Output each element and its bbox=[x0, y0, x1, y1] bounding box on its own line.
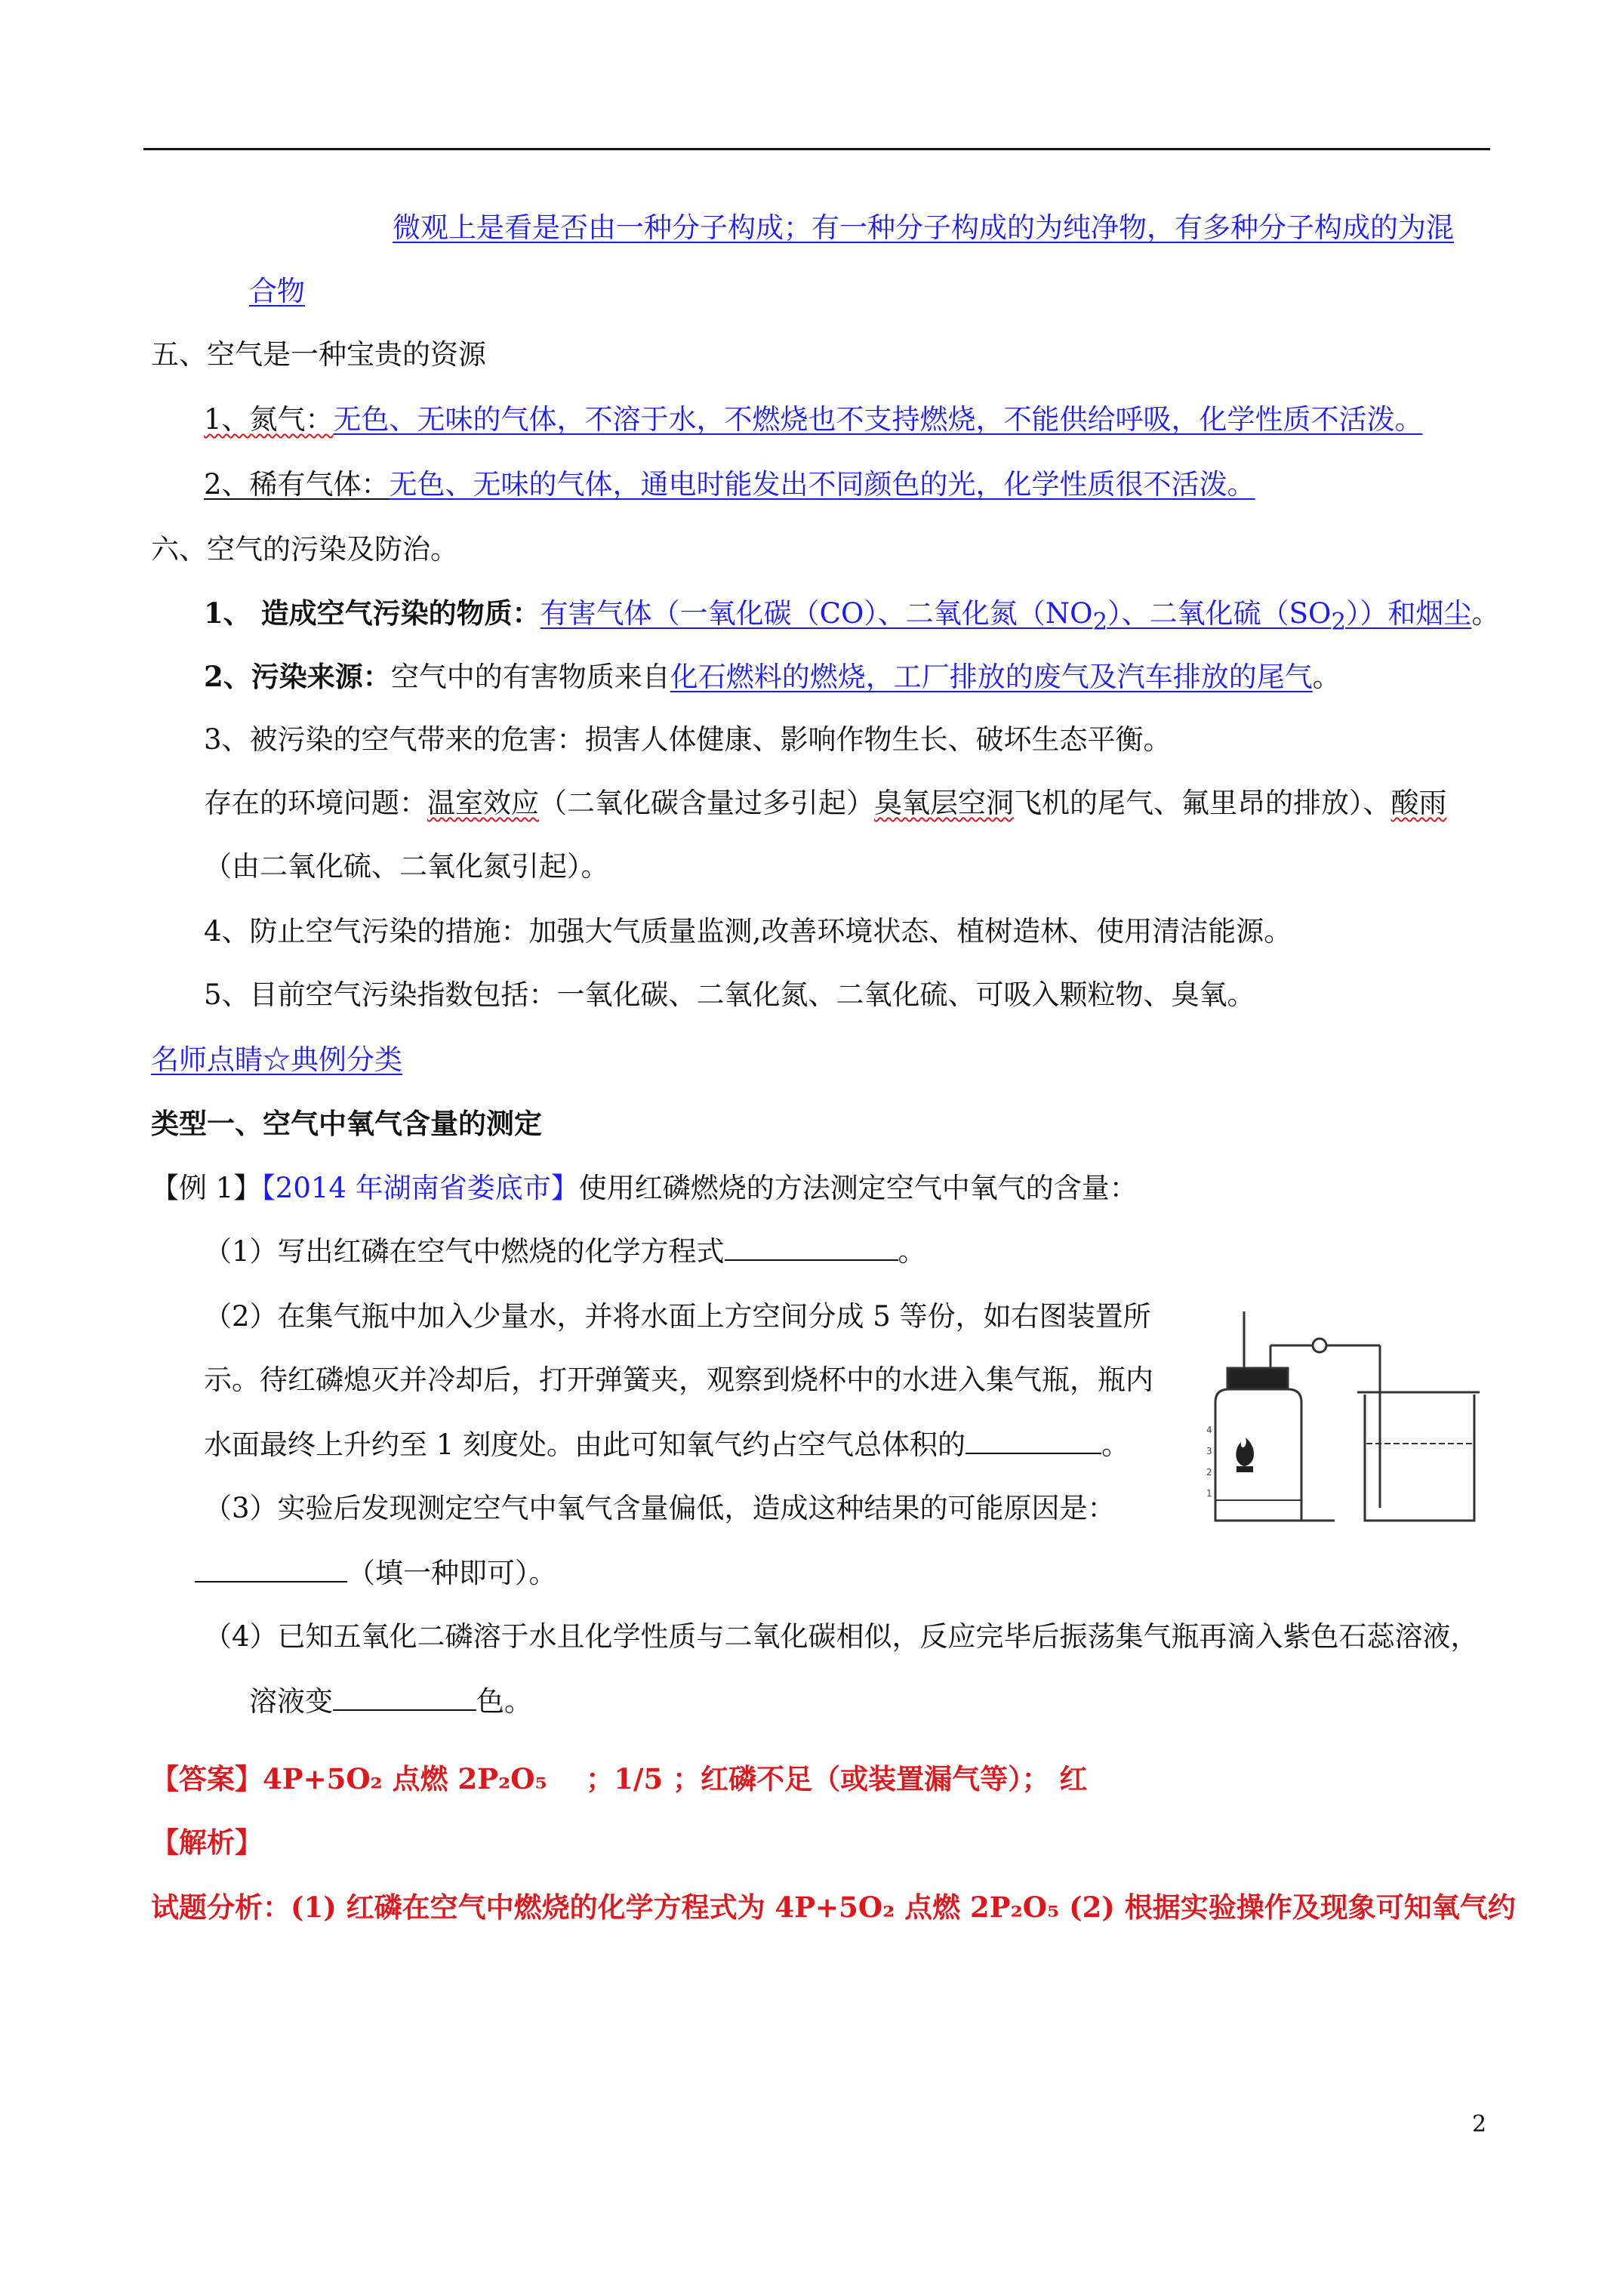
so2-subscript: 2 bbox=[1331, 608, 1346, 636]
pollutants-end: 。 bbox=[1471, 597, 1500, 630]
analysis-line-1: 试题分析：(1) 红磷在空气中燃烧的化学方程式为 4P+5O₂ 点燃 2P₂O₅ (2) 根据实验操作及现象可知氧气约 bbox=[151, 1891, 1516, 1924]
question-2-line-3 bbox=[204, 1428, 1129, 1462]
pollutants-text-b: ）、二氧化硫（SO bbox=[1107, 597, 1332, 630]
question-1-text: （1）写出红磷在空气中燃烧的化学方程式 bbox=[204, 1235, 725, 1268]
pollution-index-line: 5、目前空气污染指数包括：一氧化碳、二氧化氮、二氧化硫、可吸入颗粒物、臭氧。 bbox=[204, 978, 1255, 1011]
question-4-text: 溶液变 bbox=[249, 1685, 333, 1718]
scale-mark-4: 4 bbox=[1206, 1425, 1212, 1435]
gas-bottle-beaker-apparatus-icon bbox=[1199, 1308, 1486, 1527]
nitrogen-line bbox=[204, 403, 1423, 436]
ozone-cause: 飞机的尾气、氟里昂的排放）、 bbox=[1014, 787, 1391, 819]
acid-rain: 酸雨 bbox=[1390, 787, 1447, 819]
question-1-blank[interactable] bbox=[725, 1237, 898, 1261]
question-2-line-2: 示。待红磷熄灭并冷却后，打开弹簧夹，观察到烧杯中的水进入集气瓶，瓶内 bbox=[204, 1364, 1153, 1396]
pollutants-text-a: 有害气体（一氧化碳（CO）、二氧化氮（NO bbox=[540, 597, 1093, 630]
question-2-line-1: （2）在集气瓶中加入少量水，并将水面上方空间分成 5 等份，如右图装置所 bbox=[204, 1300, 1151, 1333]
answer-rest: ；1/5 ；红磷不足（或装置漏气等）； 红 bbox=[586, 1762, 1088, 1795]
pollutants-text bbox=[540, 597, 1472, 636]
scale-mark-1: 1 bbox=[1206, 1488, 1212, 1499]
example-1-label: 【例 1】 bbox=[151, 1172, 262, 1204]
analysis-label: 【解析】 bbox=[151, 1826, 263, 1859]
section-5-title: 五、空气是一种宝贵的资源 bbox=[151, 338, 486, 371]
pollutants-line bbox=[204, 596, 1499, 638]
question-4-line-1: （4）已知五氧化二磷溶于水且化学性质与二氧化碳相似，反应完毕后振荡集气瓶再滴入紫色石蕊溶液， bbox=[204, 1620, 1479, 1653]
ozone-hole: 臭氧层空洞 bbox=[874, 787, 1014, 819]
question-3-line-1: （3）实验后发现测定空气中氧气含量偏低，造成这种结果的可能原因是： bbox=[204, 1492, 1116, 1524]
prevention-line: 4、防止空气污染的措施：加强大气质量监测,改善环境状态、植树造林、使用清洁能源。 bbox=[204, 915, 1292, 948]
scale-mark-2: 2 bbox=[1206, 1467, 1212, 1478]
sources-end: 。 bbox=[1312, 661, 1341, 693]
spring-clamp bbox=[1313, 1339, 1326, 1352]
micro-line-1: 微观上是看是否由一种分子构成；有一种分子构成的为纯净物，有多种分子构成的为混 bbox=[393, 211, 1454, 244]
question-2-end: 。 bbox=[1101, 1428, 1130, 1461]
pollutants-text-c: ））和烟尘 bbox=[1345, 597, 1472, 630]
sources-line bbox=[204, 660, 1341, 694]
micro-line-2: 合物 bbox=[249, 275, 305, 307]
greenhouse-cause: （二氧化碳含量过多引起） bbox=[539, 787, 874, 819]
sources-text: 空气中的有害物质来自 bbox=[390, 661, 670, 693]
question-2-text: 水面最终上升约至 1 刻度处。由此可知氧气约占空气总体积的 bbox=[204, 1428, 966, 1461]
greenhouse-effect: 温室效应 bbox=[427, 787, 539, 819]
harm-line: 3、被污染的空气带来的危害：损害人体健康、影响作物生长、破坏生态平衡。 bbox=[204, 723, 1172, 756]
question-3-text: （填一种即可）。 bbox=[347, 1557, 557, 1589]
question-4-end: 色。 bbox=[476, 1685, 532, 1718]
question-4-blank[interactable] bbox=[333, 1687, 476, 1711]
sources-highlight: 化石燃料的燃烧，工厂排放的废气及汽车排放的尾气 bbox=[670, 661, 1313, 693]
scale-mark-3: 3 bbox=[1206, 1446, 1212, 1456]
teacher-heading: 名师点睛☆典例分类 bbox=[151, 1043, 402, 1076]
question-4-line-2 bbox=[249, 1685, 532, 1718]
question-3-blank[interactable] bbox=[195, 1558, 347, 1583]
phosphorus-flame bbox=[1236, 1438, 1254, 1466]
environment-line-2: （由二氧化硫、二氧化氮引起）。 bbox=[204, 850, 609, 883]
question-2-blank[interactable] bbox=[965, 1430, 1101, 1454]
environment-line-1 bbox=[204, 787, 1447, 820]
rubber-stopper bbox=[1227, 1368, 1288, 1389]
question-1-end: 。 bbox=[898, 1235, 926, 1268]
example-1-line bbox=[151, 1172, 1138, 1205]
answer-equation: 4P+5O₂ 点燃 2P₂O₅ bbox=[263, 1762, 547, 1795]
question-1-line bbox=[204, 1235, 926, 1268]
nitrogen-label: 1、氮气： bbox=[204, 403, 334, 436]
example-1-source: 【2014 年湖南省娄底市】 bbox=[261, 1172, 579, 1204]
environment-label: 存在的环境问题： bbox=[204, 787, 427, 819]
rare-gas-line bbox=[204, 468, 1255, 501]
example-1-text: 使用红磷燃烧的方法测定空气中氧气的含量： bbox=[578, 1172, 1138, 1204]
type-1-heading: 类型一、空气中氧气含量的测定 bbox=[151, 1107, 542, 1140]
nitrogen-text: 无色、无味的气体，不溶于水，不燃烧也不支持燃烧，不能供给呼吸，化学性质不活泼。 bbox=[333, 403, 1423, 436]
rare-gas-label: 2、稀有气体： bbox=[204, 468, 390, 501]
header-rule bbox=[143, 148, 1490, 150]
page-number: 2 bbox=[1472, 2111, 1487, 2137]
pollutants-label: 1、 造成空气污染的物质： bbox=[204, 596, 540, 630]
answer-line bbox=[151, 1762, 1088, 1795]
rare-gas-text: 无色、无味的气体，通电时能发出不同颜色的光，化学性质很不活泼。 bbox=[389, 468, 1255, 501]
sources-label: 2、污染来源： bbox=[204, 660, 391, 693]
answer-label: 【答案】 bbox=[151, 1762, 263, 1795]
section-6-title: 六、空气的污染及防治。 bbox=[151, 533, 458, 566]
combustion-spoon bbox=[1236, 1466, 1253, 1472]
no2-subscript: 2 bbox=[1092, 608, 1108, 636]
beaker bbox=[1365, 1395, 1474, 1521]
question-3-line-2 bbox=[195, 1557, 557, 1590]
